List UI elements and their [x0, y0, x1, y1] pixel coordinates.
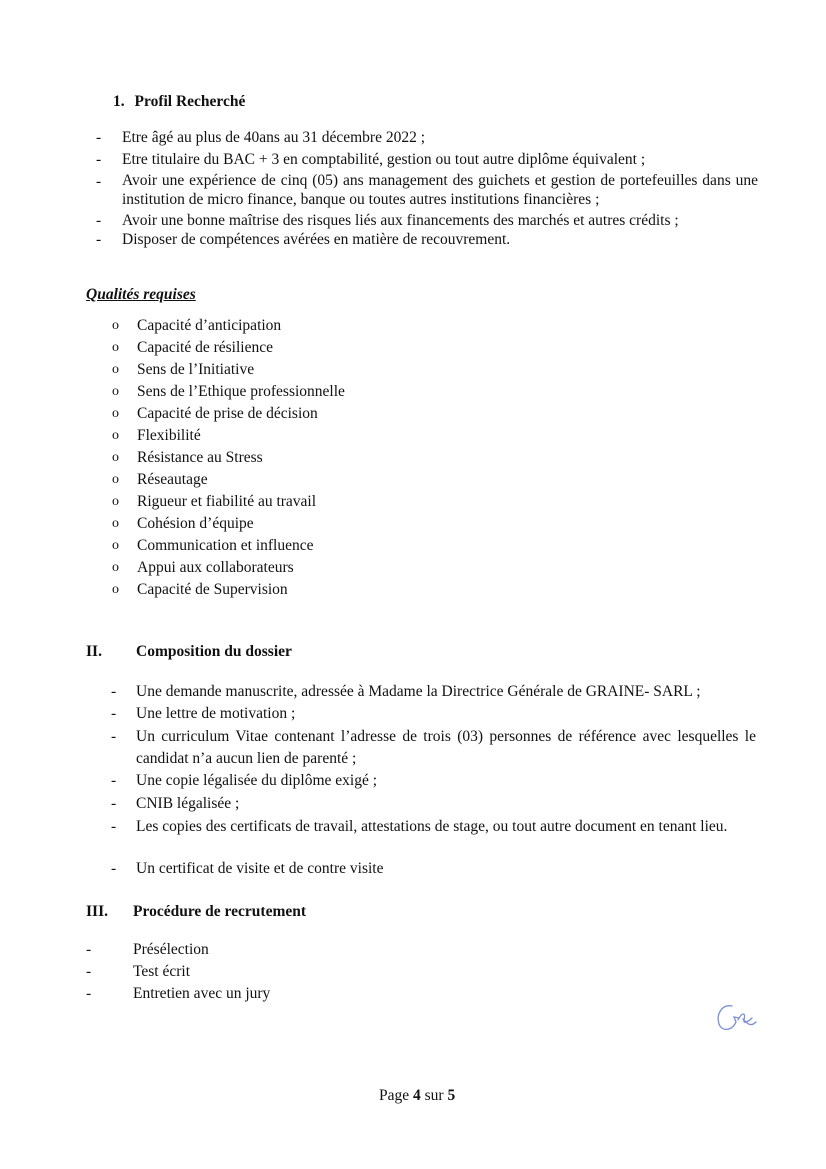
list-item: Rigueur et fiabilité au travail	[137, 493, 317, 510]
list-dash: -	[111, 683, 117, 700]
footer-page-word: Page	[379, 1087, 410, 1104]
list-dash: -	[96, 231, 102, 248]
list-item: Capacité de résilience	[137, 339, 273, 356]
list-item: Avoir une expérience de cinq (05) ans management des guichets et gestion de portefeuilles dans une institution de micro finance, banque ou toutes autres institutions financières ;	[122, 172, 758, 208]
list-item: Communication et influence	[137, 537, 314, 554]
list-dash: -	[111, 705, 117, 722]
list-item: Flexibilité	[137, 427, 201, 444]
list-bullet: o	[112, 516, 119, 531]
list-bullet: o	[112, 494, 119, 509]
list-dash: -	[111, 728, 117, 745]
list-dash: -	[86, 963, 92, 980]
list-bullet: o	[112, 450, 119, 465]
list-dash: -	[96, 212, 102, 229]
list-dash: -	[96, 151, 102, 168]
list-item: CNIB légalisée ;	[136, 795, 240, 812]
list-item: Capacité d’anticipation	[137, 317, 282, 334]
list-item: Test écrit	[133, 963, 191, 980]
list-item: Sens de l’Ethique professionnelle	[137, 383, 345, 400]
list-item: Cohésion d’équipe	[137, 515, 254, 532]
list-item: Appui aux collaborateurs	[137, 559, 294, 576]
section-profile-number: 1.	[113, 93, 125, 110]
list-dash: -	[96, 173, 102, 190]
list-dash: -	[86, 941, 92, 958]
footer-sep-word: sur	[424, 1087, 444, 1104]
list-item: Une lettre de motivation ;	[136, 705, 296, 722]
list-item: Un certificat de visite et de contre visite	[136, 860, 384, 877]
list-item: Une demande manuscrite, adressée à Madame la Directrice Générale de GRAINE- SARL ;	[136, 683, 701, 700]
list-bullet: o	[112, 384, 119, 399]
list-bullet: o	[112, 560, 119, 575]
list-bullet: o	[112, 538, 119, 553]
section-profile-title: Profil Recherché	[134, 93, 246, 110]
page-footer	[379, 1087, 455, 1105]
section-procedure-number: III.	[86, 903, 108, 920]
section-dossier-title: Composition du dossier	[136, 643, 292, 660]
list-item: Capacité de prise de décision	[137, 405, 318, 422]
list-dash: -	[111, 818, 117, 835]
list-item: Entretien avec un jury	[133, 985, 271, 1002]
list-bullet: o	[112, 472, 119, 487]
section-dossier-number: II.	[86, 643, 102, 660]
list-item: Les copies des certificats de travail, attestations de stage, ou tout autre document en tenant lieu.	[136, 818, 728, 835]
footer-page-number: 4	[413, 1087, 421, 1104]
list-item: Capacité de Supervision	[137, 581, 288, 598]
qualities-heading: Qualités requises	[86, 286, 196, 303]
list-item: Présélection	[133, 941, 209, 958]
list-item: Avoir une bonne maîtrise des risques liés aux financements des marchés et autres crédits ;	[122, 212, 679, 229]
list-bullet: o	[112, 428, 119, 443]
list-dash: -	[111, 795, 117, 812]
list-bullet: o	[112, 582, 119, 597]
list-dash: -	[111, 860, 117, 877]
list-bullet: o	[112, 340, 119, 355]
list-item: Disposer de compétences avérées en matière de recouvrement.	[122, 231, 511, 248]
list-bullet: o	[112, 318, 119, 333]
list-bullet: o	[112, 362, 119, 377]
list-item: Réseautage	[137, 471, 208, 488]
list-item: Sens de l’Initiative	[137, 361, 255, 378]
section-profile-heading	[113, 93, 245, 111]
list-item: Une copie légalisée du diplôme exigé ;	[136, 772, 378, 789]
footer-page-total: 5	[447, 1087, 456, 1104]
list-item: Etre titulaire du BAC + 3 en comptabilité, gestion ou tout autre diplôme équivalent ;	[122, 151, 646, 168]
list-dash: -	[86, 985, 92, 1002]
list-item: Un curriculum Vitae contenant l’adresse de trois (03) personnes de référence avec lesquelles le candidat n’a aucun lien de parenté ;	[136, 728, 756, 767]
list-dash: -	[96, 129, 102, 146]
section-procedure-title: Procédure de recrutement	[133, 903, 307, 920]
list-dash: -	[111, 772, 117, 789]
list-item: Résistance au Stress	[137, 449, 263, 466]
list-bullet: o	[112, 406, 119, 421]
handwritten-initials	[712, 1000, 762, 1036]
list-item: Etre âgé au plus de 40ans au 31 décembre 2022 ;	[122, 129, 426, 146]
